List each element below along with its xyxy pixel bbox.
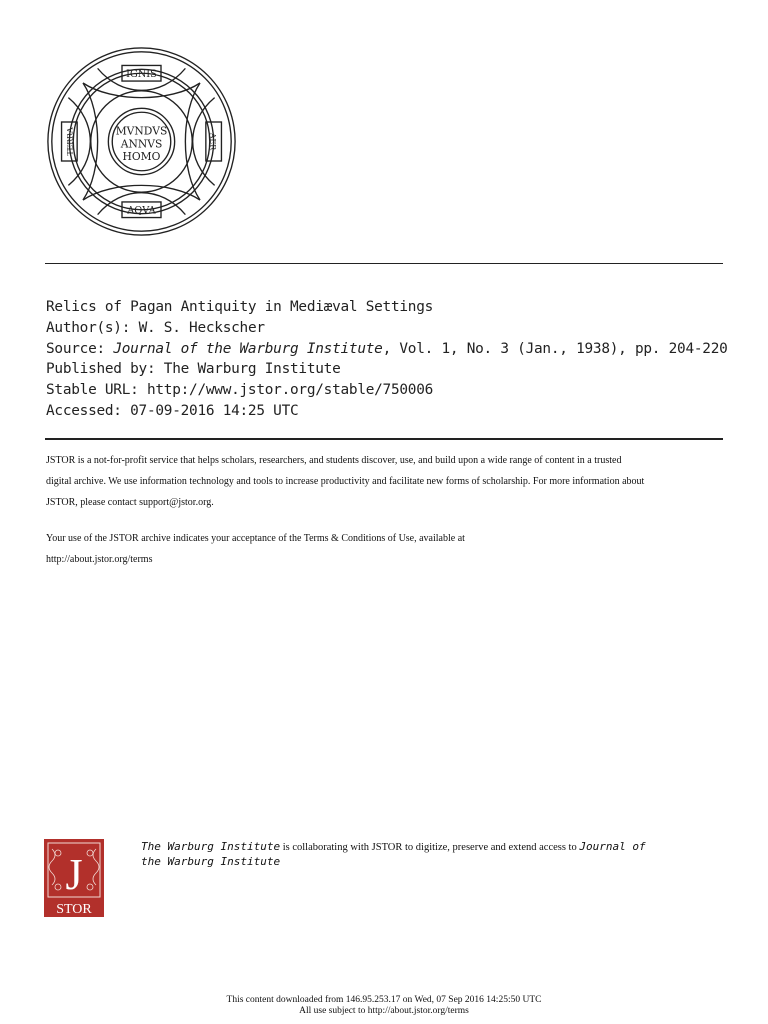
contact-suffix: .: [211, 497, 214, 508]
seal-center-line-1: MVNDVS: [115, 124, 168, 138]
collab-journal-line-2: the Warburg Institute: [141, 855, 281, 868]
top-divider: [45, 263, 723, 264]
author-label: Author(s):: [46, 319, 139, 336]
citation-block: [46, 297, 726, 422]
publisher-label: Published by:: [46, 361, 164, 378]
seal-left-word: TERRA: [65, 127, 75, 156]
author-line: [46, 318, 726, 339]
journal-name: Journal of the Warburg Institute: [113, 340, 383, 357]
collaboration-statement: [141, 840, 701, 870]
stable-url-link[interactable]: http://www.jstor.org/stable/750006: [146, 382, 434, 399]
source-label: Source:: [46, 340, 114, 357]
jstor-description-line-2: digital archive. We use information technology and tools to increase productivity and facilitate new forms of scholarship. For more information about: [46, 476, 645, 487]
accessed-date: 07-09-2016 14:25 UTC: [130, 402, 299, 419]
seal-right-word: AER: [208, 132, 218, 151]
source-details: , Vol. 1, No. 3 (Jan., 1938), pp. 204-220: [382, 340, 728, 357]
collab-publisher: The Warburg Institute: [141, 840, 281, 853]
seal-emblem: [44, 44, 239, 239]
footer-terms: All use subject to http://about.jstor.org/terms: [299, 1006, 469, 1016]
collab-journal-line-1: Journal of: [579, 840, 646, 853]
seal-top-word: IGNIS: [126, 69, 157, 81]
footer-download-info: This content downloaded from 146.95.253.17 on Wed, 07 Sep 2016 14:25:50 UTC: [226, 995, 542, 1005]
collab-middle-text: is collaborating with JSTOR to digitize, preserve and extend access to: [280, 842, 580, 853]
publisher-line: [46, 359, 726, 380]
author-name: W. S. Heckscher: [138, 319, 265, 336]
stable-url-line: [46, 380, 726, 401]
accessed-line: [46, 401, 726, 422]
publisher-name: The Warburg Institute: [163, 361, 341, 378]
jstor-description-line-1: JSTOR is a not-for-profit service that helps scholars, researchers, and students discover, use, and build upon a wide range of content in a trusted: [46, 455, 622, 466]
download-footer: [0, 995, 768, 1017]
source-line: [46, 339, 726, 360]
logo-letter: J: [65, 850, 83, 899]
support-email-link[interactable]: support@jstor.org: [139, 497, 212, 508]
contact-prefix: JSTOR, please contact: [46, 497, 140, 508]
jstor-description-line-3: [46, 492, 736, 513]
logo-text: STOR: [56, 902, 92, 917]
jstor-logo[interactable]: [44, 839, 104, 917]
terms-notice-text: Your use of the JSTOR archive indicates your acceptance of the Terms & Conditions of Use, available at: [46, 533, 465, 544]
terms-notice: [46, 528, 736, 570]
article-title: Relics of Pagan Antiquity in Mediæval Settings: [46, 299, 434, 315]
middle-divider: [45, 438, 723, 440]
terms-link[interactable]: http://about.jstor.org/terms: [46, 554, 153, 565]
seal-center-line-2: ANNVS: [120, 137, 163, 151]
seal-bottom-word: AQVA: [127, 205, 156, 217]
jstor-description: [46, 450, 736, 513]
seal-center-line-3: HOMO: [122, 150, 161, 164]
stable-url-label: Stable URL:: [46, 382, 147, 399]
accessed-label: Accessed:: [46, 402, 131, 419]
